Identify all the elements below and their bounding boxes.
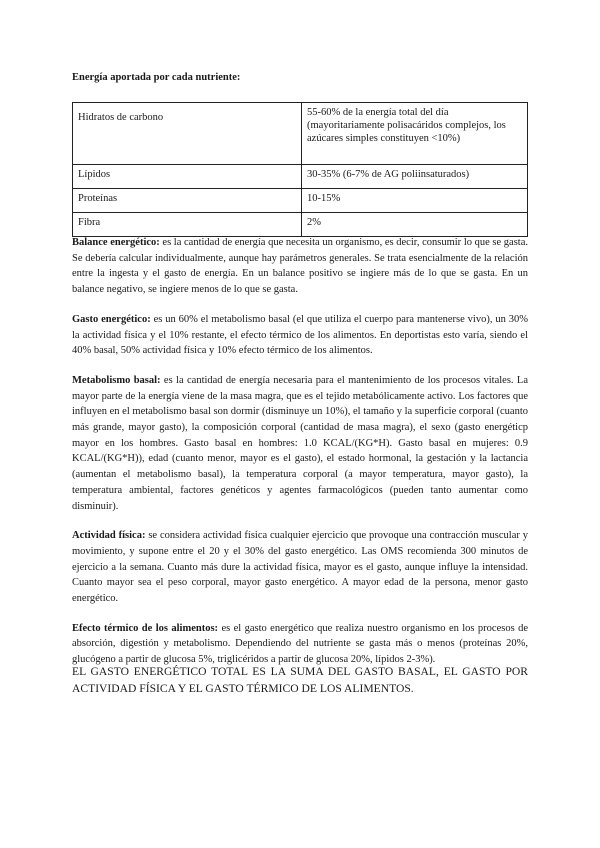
paragraph-text: es la cantidad de energía que necesita un organismo, es decir, consumir lo que se gasta. Se debería calcular individualmente, aunque hay parámetros generales. Se trata esencialmente de la relación entre la ingesta y el gasto de energía. En un balance positivo se ingiere más de lo que se gasta. En un balance negativo, se ingiere menos de lo que se gasta. (72, 237, 529, 296)
paragraph-term: Metabolismo basal: (72, 374, 161, 386)
paragraph-balance-energetico (72, 235, 528, 298)
paragraph-text: es el gasto energético que realiza nuestro organismo en los procesos de absorción, digestión y metabolismo. Dependiendo del nutriente se gasta más o menos (proteínas 20%, glucógeno a partir de glucosa 5%, triglicéridos a partir de glucosa 20%, lípidos 2-3%). (72, 622, 528, 666)
paragraph-term: Actividad física: (72, 530, 146, 542)
nutrient-name: Fibra (73, 213, 302, 237)
nutrient-value: 30-35% (6-7% de AG poliinsaturados) (302, 165, 528, 189)
paragraph-gasto-energetico (72, 312, 528, 359)
nutrient-value: 10-15% (302, 189, 528, 213)
nutrient-value: 2% (302, 213, 528, 237)
paragraph-term: Gasto energético: (72, 313, 151, 325)
paragraph-text: es un 60% el metabolismo basal (el que utiliza el cuerpo para mantenerse vivo), un 30% la actividad física y el 10% restante, el efecto térmico de los alimentos. En deportistas esto varía, siendo el 40% basal, 50% actividad física y 10% efecto térmico de los alimentos. (72, 313, 528, 357)
paragraph-efecto-termico (72, 621, 528, 668)
paragraph-text: se considera actividad física cualquier ejercicio que provoque una contracción muscular y movimiento, y supone entre el 20 y el 30% del gasto energético. Las OMS recomienda 300 minutos de ejercicio a la semana. Cuanto más dure la actividad física, mayor es el gasto, aunque influye la intensidad. Cuanto mayor sea el peso corporal, mayor gasto energético. A mayor edad de la persona, menor gasto energético. (72, 530, 528, 605)
table-row (73, 189, 528, 213)
paragraph-term: Balance energético: (72, 237, 160, 248)
table-row (73, 103, 528, 165)
table-row (73, 165, 528, 189)
nutrient-energy-table (72, 102, 528, 237)
nutrient-name: Lípidos (73, 165, 302, 189)
section-heading: Energía aportada por cada nutriente: (72, 72, 241, 83)
paragraph-actividad-fisica (72, 528, 528, 607)
paragraph-term: Efecto térmico de los alimentos: (72, 622, 219, 634)
nutrient-name: Proteínas (73, 189, 302, 213)
table-row (73, 213, 528, 237)
paragraph-metabolismo-basal (72, 373, 528, 514)
nutrient-name: Hidratos de carbono (73, 103, 302, 165)
closing-statement: EL GASTO ENERGÉTICO TOTAL ES LA SUMA DEL GASTO BASAL, EL GASTO POR ACTIVIDAD FÍSICA Y EL GASTO TÉRMICO DE LOS ALIMENTOS. (72, 665, 528, 695)
document-body (72, 235, 528, 682)
nutrient-value: 55-60% de la energía total del día (mayoritariamente polisacáridos complejos, los azúcares simples constituyen <10%) (302, 103, 528, 165)
paragraph-text: es la cantidad de energía necesaria para el mantenimiento de los procesos vitales. La mayor parte de la energía viene de la masa magra, que es el tejido metabólicamente activo. Los factores que influyen en el metabolismo basal son dormir (disminuye un 10%), el tamaño y la superficie corporal (cuanto más grande, mayor gasto), la composición corporal (cantidad de masa magra), el sexo (gasto energéticp mayor en los hombres. Gasto basal en hombres: 1.0 KCAL/(KG*H). Gasto basal en mujeres: 0.9 KCAL/(KG*H)), edad (cuanto menor, mayor es el gasto), el estado hormonal, la gestación y la lactancia (aumentan el metabolismo basal), la temperatura corporal (a mayor temperatura, mayor gasto), la temperatura ambiental, factores genéticos y agentes farmacológicos (pueden tanto aumentar como disminuir). (72, 374, 528, 512)
